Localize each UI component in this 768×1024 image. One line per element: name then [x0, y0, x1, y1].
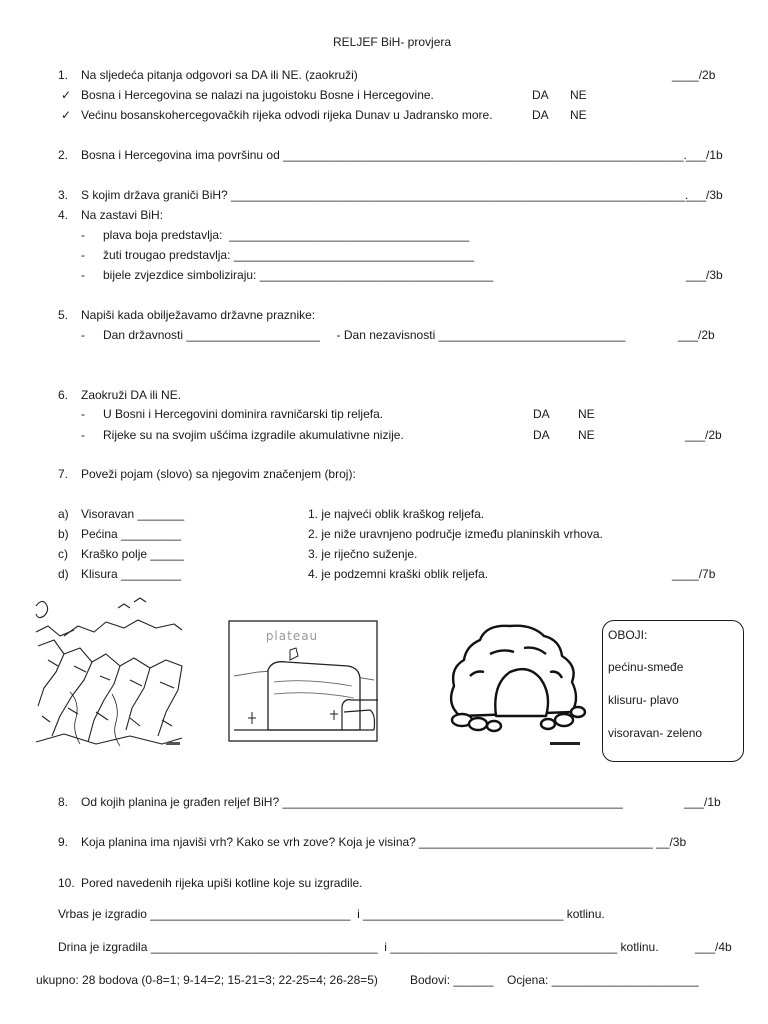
q8-number: 8.: [58, 795, 69, 809]
q1-item-1-text: Bosna i Hercegovina se nalazi na jugoistoku Bosne i Hercegovine.: [81, 88, 434, 102]
q2-number: 2.: [58, 148, 69, 162]
q1-item-1-ne[interactable]: NE: [570, 88, 587, 102]
q6-item-1-ne[interactable]: NE: [578, 407, 595, 421]
q7-meaning-1: 1. je najveći oblik kraškog reljefa.: [308, 507, 485, 521]
q1-item-2-da[interactable]: DA: [532, 108, 549, 122]
q10-vrbas-line[interactable]: Vrbas je izgradio ______________________________ i ______________________________ kotlinu.: [58, 907, 605, 921]
dash: -: [81, 268, 85, 282]
q4-item-1[interactable]: plava boja predstavlja: ____________________________________: [103, 228, 470, 242]
check-icon: ✓: [61, 88, 72, 102]
q10-text: Pored navedenih rijeka upiši kotline koje su izgradile.: [81, 876, 363, 890]
q5-points: ___/2b: [678, 328, 715, 342]
bodovi-field[interactable]: Bodovi: ______: [410, 973, 494, 987]
dash: -: [81, 428, 85, 442]
q5-number: 5.: [58, 308, 69, 322]
plateau-illustration: [228, 620, 378, 742]
q8-text[interactable]: Od kojih planina je građen reljef BiH? ___________________________________________________: [81, 795, 623, 809]
q9-number: 9.: [58, 835, 69, 849]
color-item-plateau: visoravan- zeleno: [608, 726, 703, 740]
q7-text: Poveži pojam (slovo) sa njegovim značenjem (broj):: [81, 467, 356, 481]
total-points-scale: ukupno: 28 bodova (0-8=1; 9-14=2; 15-21=3; 22-25=4; 26-28=5): [36, 973, 378, 987]
q7-letter-c: c): [58, 547, 68, 561]
q7-meaning-3: 3. je riječno suženje.: [308, 547, 418, 561]
ocjena-field[interactable]: Ocjena: ______________________: [507, 973, 699, 987]
q7-points: ____/7b: [672, 567, 716, 581]
q7-letter-d: d): [58, 567, 69, 581]
color-item-canyon: klisuru- plavo: [608, 693, 679, 707]
canyon-illustration: [34, 596, 184, 748]
q10-number: 10.: [58, 876, 75, 890]
q7-term-d[interactable]: Klisura _________: [81, 567, 182, 581]
q4-number: 4.: [58, 208, 69, 222]
q7-number: 7.: [58, 467, 69, 481]
q2-points: ___/1b: [686, 148, 723, 162]
q4-points: ___/3b: [686, 268, 723, 282]
q4-item-2[interactable]: žuti trougao predstavlja: ____________________________________: [103, 248, 474, 262]
q8-points: ___/1b: [684, 795, 721, 809]
color-box-title: OBOJI:: [608, 628, 648, 642]
color-item-cave: pećinu-smeđe: [608, 660, 684, 674]
q1-number: 1.: [58, 68, 69, 82]
q10-points: ___/4b: [695, 940, 732, 954]
q7-letter-b: b): [58, 527, 69, 541]
q4-item-3[interactable]: bijele zvjezdice simboliziraju: ___________________________________: [103, 268, 494, 282]
q1-item-2-ne[interactable]: NE: [570, 108, 587, 122]
check-icon: ✓: [61, 108, 72, 122]
q1-item-2-text: Većinu bosanskohercegovačkih rijeka odvodi rijeka Dunav u Jadransko more.: [81, 108, 493, 122]
q6-number: 6.: [58, 388, 69, 402]
plateau-label: plateau: [265, 629, 319, 643]
color-instructions-box: [602, 620, 744, 762]
q10-drina-line[interactable]: Drina je izgradila __________________________________ i __________________________________ kotlinu.: [58, 940, 659, 954]
q9-text[interactable]: Koja planina ima njaviši vrh? Kako se vrh zove? Koja je visina? ___________________________________ __/3b: [81, 835, 687, 849]
q1-points: ____/2b: [672, 68, 716, 82]
q6-item-2-da[interactable]: DA: [533, 428, 550, 442]
q1-item-1-da[interactable]: DA: [532, 88, 549, 102]
q5-text: Napiši kada obilježavamo državne praznike:: [81, 308, 316, 322]
q4-text: Na zastavi BiH:: [81, 208, 164, 222]
q6-text: Zaokruži DA ili NE.: [81, 388, 182, 402]
q3-points: ___/3b: [686, 188, 723, 202]
q1-text: Na sljedeća pitanja odgovori sa DA ili NE. (zaokruži): [81, 68, 358, 82]
q7-term-b[interactable]: Pećina _________: [81, 527, 182, 541]
page-title: RELJEF BiH- provjera: [333, 35, 452, 49]
dash: -: [81, 328, 85, 342]
cave-illustration: [440, 620, 588, 750]
q5-holidays-line[interactable]: Dan državnosti ____________________ - Dan nezavisnosti ____________________________: [103, 328, 626, 342]
q6-item-1-da[interactable]: DA: [533, 407, 550, 421]
q6-points: ___/2b: [685, 428, 722, 442]
q2-text[interactable]: Bosna i Hercegovina ima površinu od ____________________________________________________________.: [81, 148, 687, 162]
q7-term-c[interactable]: Kraško polje _____: [81, 547, 184, 561]
dash: -: [81, 228, 85, 242]
q3-text[interactable]: S kojim država graniči BiH? ____________________________________________________________________.: [81, 188, 689, 202]
dash: -: [81, 407, 85, 421]
q7-meaning-2: 2. je niže uravnjeno područje između planinskih vrhova.: [308, 527, 603, 541]
q7-letter-a: a): [58, 507, 69, 521]
q6-item-1-text: U Bosni i Hercegovini dominira ravničarski tip reljefa.: [103, 407, 384, 421]
q7-term-a[interactable]: Visoravan _______: [81, 507, 185, 521]
q7-meaning-4: 4. je podzemni kraški oblik reljefa.: [308, 567, 489, 581]
dash: -: [81, 248, 85, 262]
q6-item-2-ne[interactable]: NE: [578, 428, 595, 442]
q3-number: 3.: [58, 188, 69, 202]
q6-item-2-text: Rijeke su na svojim ušćima izgradile akumulativne nizije.: [103, 428, 404, 442]
